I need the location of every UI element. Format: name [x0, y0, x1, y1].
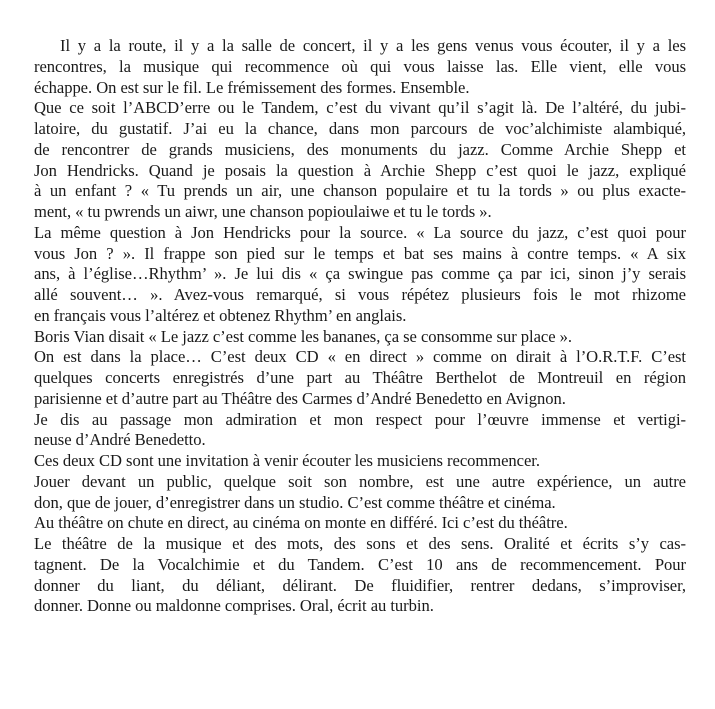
text-line: Que ce soit l’ABCD’erre ou le Tandem, c’est du vivant qu’il s’agit là. De l’altéré, du jubi-: [34, 98, 686, 118]
text-line: don, que de jouer, d’enregistrer dans un studio. C’est comme théâtre et cinéma.: [34, 492, 556, 512]
text-line: échappe. On est sur le fil. Le frémissement des formes. Ensemble.: [34, 77, 470, 97]
text-line: rencontres, la musique qui recommence où qui vous laisse las. Elle vient, elle vous: [34, 56, 686, 76]
text-line: Boris Vian disait « Le jazz c’est comme les bananes, ça se consomme sur place ».: [34, 326, 572, 346]
text-line: Jon Hendricks. Quand je posais la question à Archie Shepp c’est quoi le jazz, expliqué: [34, 160, 686, 180]
text-line: donner du liant, du déliant, délirant. De fluidifier, rentrer dedans, s’improviser,: [34, 575, 686, 595]
text-line: parisienne et d’autre part au Théâtre des Carmes d’André Benedetto en Avignon.: [34, 388, 566, 408]
text-line: On est dans la place… C’est deux CD « en direct » comme on dirait à l’O.R.T.F. C’est: [34, 347, 686, 367]
body-text: [34, 36, 686, 617]
text-line: tagnent. De la Vocalchimie et du Tandem. C’est 10 ans de recommencement. Pour: [34, 554, 686, 574]
text-line: neuse d’André Benedetto.: [34, 430, 206, 450]
text-line: ans, à l’église…Rhythm’ ». Je lui dis « ça swingue pas comme ça par ici, sinon j’y serais: [34, 264, 686, 284]
text-line: Jouer devant un public, quelque soit son nombre, est une autre expérience, un autre: [34, 471, 686, 491]
text-line: Il y a la route, il y a la salle de concert, il y a les gens venus vous écouter, il y a les: [60, 36, 686, 55]
text-line: vous Jon ? ». Il frappe son pied sur le temps et bat ses mains à contre temps. « A six: [34, 243, 686, 263]
text-line: à un enfant ? « Tu prends un air, une chanson populaire et tu la tords » ou plus exacte-: [34, 181, 686, 201]
text-line: Je dis au passage mon admiration et mon respect pour l’œuvre immense et vertigi-: [34, 409, 686, 429]
text-line: ment, « tu pwrends un aiwr, une chanson popioulaiwe et tu le tords ».: [34, 202, 492, 221]
text-line: de rencontrer de grands musiciens, des monuments du jazz. Comme Archie Shepp et: [34, 139, 686, 159]
text-line: La même question à Jon Hendricks pour la source. « La source du jazz, c’est quoi pour: [34, 222, 686, 242]
text-line: donner. Donne ou maldonne comprises. Oral, écrit au turbin.: [34, 596, 434, 616]
text-line: latoire, du gustatif. J’ai eu la chance, dans mon parcours de voc’alchimiste alambiqué,: [34, 119, 686, 138]
text-line: Le théâtre de la musique et des mots, des sons et des sens. Oralité et écrits s’y cas-: [34, 534, 686, 553]
text-line: quelques concerts enregistrés d’une part au Théâtre Berthelot de Montreuil en région: [34, 368, 686, 387]
text-line: Au théâtre on chute en direct, au cinéma on monte en différé. Ici c’est du théâtre.: [34, 513, 568, 533]
text-line: Ces deux CD sont une invitation à venir écouter les musiciens recommencer.: [34, 451, 540, 470]
text-line: allé souvent… ». Avez-vous remarqué, si vous répétez plusieurs fois le mot rhizome: [34, 285, 686, 304]
text-line: en français vous l’altérez et obtenez Rhythm’ en anglais.: [34, 305, 407, 325]
